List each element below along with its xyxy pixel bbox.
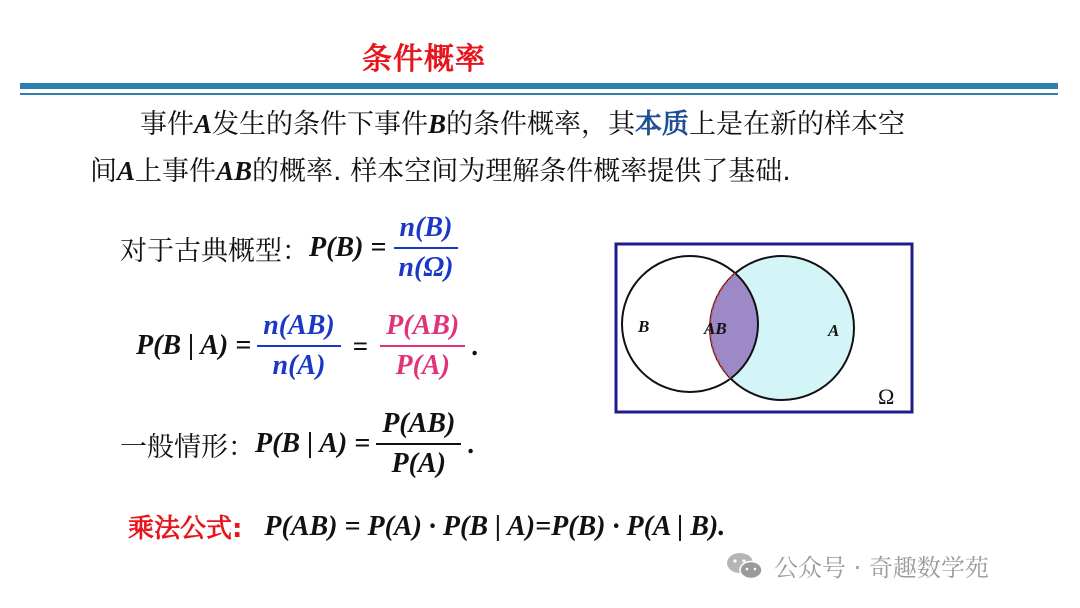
para2-text-3: 的概率. 样本空间为理解条件概率提供了基础. bbox=[252, 156, 791, 187]
venn-label-a: A bbox=[828, 321, 840, 340]
para1-text-3: 的条件概率，其 bbox=[446, 109, 636, 140]
paragraph-line-2 bbox=[90, 155, 1050, 188]
para2-text-2: 上事件 bbox=[135, 156, 217, 187]
general-lhs: P(B | A) = bbox=[255, 428, 371, 459]
paragraph-line-1 bbox=[140, 108, 1080, 141]
conditional-period: . bbox=[471, 330, 479, 361]
venn-diagram bbox=[612, 240, 916, 416]
classical-label: 对于古典概型： bbox=[120, 235, 309, 267]
watermark-text: 公众号 · 奇趣数学苑 bbox=[774, 554, 989, 582]
conditional-count-numerator: n(AB) bbox=[257, 310, 341, 347]
general-label: 一般情形： bbox=[120, 431, 255, 463]
classical-numerator: n(B) bbox=[394, 212, 459, 249]
conditional-fraction-counts bbox=[257, 310, 341, 382]
para1-var-b: B bbox=[428, 109, 447, 139]
general-numerator: P(AB) bbox=[376, 408, 461, 445]
general-fraction bbox=[376, 408, 461, 480]
conditional-fraction-probs bbox=[380, 310, 465, 382]
para1-text-4: 上是在新的样本空 bbox=[689, 109, 906, 140]
para2-var-ab: AB bbox=[216, 156, 253, 186]
multiplication-formula bbox=[128, 508, 725, 545]
general-formula bbox=[120, 408, 474, 480]
venn-label-ab: AB bbox=[704, 319, 727, 338]
para1-text-1: 事件 bbox=[140, 109, 194, 140]
para2-var-a: A bbox=[117, 156, 136, 186]
title-rule-thin bbox=[20, 93, 1058, 95]
conditional-count-denominator: n(A) bbox=[272, 350, 326, 381]
slide-title: 条件概率 bbox=[362, 42, 486, 77]
classical-fraction bbox=[392, 212, 459, 284]
wechat-icon bbox=[726, 551, 764, 581]
multiplication-expression: P(AB) = P(A) · P(B | A)=P(B) · P(A | B). bbox=[264, 510, 726, 542]
conditional-prob-numerator: P(AB) bbox=[380, 310, 465, 347]
conditional-prob-denominator: P(A) bbox=[395, 350, 450, 381]
general-denominator: P(A) bbox=[391, 448, 446, 479]
venn-label-omega: Ω bbox=[878, 384, 895, 409]
classical-denominator: n(Ω) bbox=[398, 252, 454, 283]
para1-highlight: 本质 bbox=[635, 109, 690, 140]
general-period: . bbox=[467, 428, 475, 459]
para2-text-1: 间 bbox=[90, 156, 117, 187]
conditional-formula bbox=[136, 310, 478, 382]
classical-formula bbox=[120, 212, 466, 284]
para1-var-a: A bbox=[194, 109, 213, 139]
conditional-lhs: P(B | A) = bbox=[136, 330, 252, 361]
conditional-equals: = bbox=[352, 330, 369, 361]
venn-label-b: B bbox=[638, 317, 650, 336]
classical-lhs: P(B) = bbox=[309, 232, 387, 263]
para1-text-2: 发生的条件下事件 bbox=[212, 109, 429, 140]
multiplication-label: 乘法公式: bbox=[128, 514, 243, 544]
title-rule-thick bbox=[20, 83, 1058, 89]
watermark bbox=[726, 548, 989, 583]
